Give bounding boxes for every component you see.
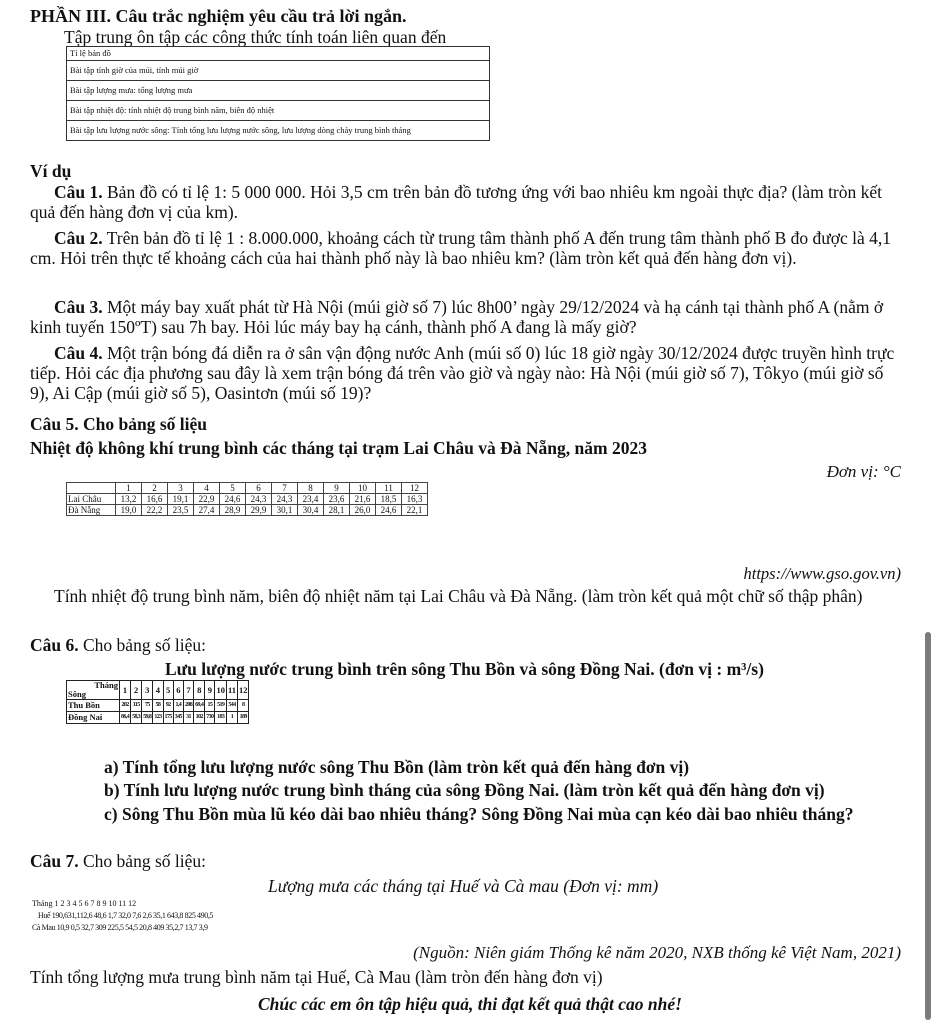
q7-table-title: Lượng mưa các tháng tại Huế và Cà mau (Đơn vị: mm) [268,876,659,896]
table-row: Đồng Nai 86,4 58,3 59,8 123 175 345 31 102 730 183 1 189 [67,712,249,724]
river-flow-table [66,680,249,724]
topic-row: Bài tập lưu lượng nước sông: Tính tổng lưu lượng nước sông, lưu lượng dòng chảy trung bình tháng [67,121,490,141]
q7-task: Tính tổng lượng mưa trung bình năm tại Huế, Cà Mau (làm tròn đến hàng đơn vị) [30,967,603,987]
topic-row: Bài tập tính giờ của múi, tính múi giờ [67,61,490,81]
question-6-label: Câu 6. Cho bảng số liệu: [30,635,206,655]
table-row: Đà Nẵng 19,0 22,2 23,5 27,4 28,9 29,9 30,1 30,4 28,1 26,0 24,6 22,1 [67,505,428,516]
scrollbar-thumb[interactable] [925,632,931,1020]
question-7-label: Câu 7. Cho bảng số liệu: [30,851,206,871]
example-heading: Ví dụ [30,161,72,181]
section-title: PHẦN III. Câu trắc nghiệm yêu cầu trả lời ngắn. [30,6,407,26]
q6-part-c: c) Sông Thu Bồn mùa lũ kéo dài bao nhiêu tháng? Sông Đồng Nai mùa cạn kéo dài bao nhiêu tháng? [104,804,854,824]
rainfall-table [32,898,213,934]
closing-message: Chúc các em ôn tập hiệu quả, thi đạt kết quả thật cao nhé! [258,994,682,1014]
intro-text: Tập trung ôn tập các công thức tính toán liên quan đến [64,27,447,47]
table-header-row: Tháng Sông 1 2 3 4 5 6 7 8 9 10 11 12 [68,680,248,699]
topic-row: Bài tập lượng mưa: tổng lượng mưa [67,81,490,101]
temperature-table [66,482,428,516]
q5-source: https://www.gso.gov.vn) [743,564,901,583]
table-header-row: Tháng 1 2 3 4 5 6 7 8 9 10 11 12 [32,899,137,908]
question-4: Câu 4. Một trận bóng đá diễn ra ở sân vận động nước Anh (múi số 0) lúc 18 giờ ngày 30/12/2024 được truyền hình trực tiếp. Hỏi các địa phương sau đây là xem trận bóng đá trên vào giờ và ngày nào: Hà Nội (múi giờ số 7), Tôkyo (múi giờ số 9), Ai Cập (múi giờ số 5), Oasintơn (múi số 19)? [30,343,895,403]
table-row: Huế 190,631,112,6 48,6 1,7 32,0 7,6 2,6 35,1 643,8 825 490,5 [38,911,214,920]
q5-unit: Đơn vị: °C [826,462,901,481]
q6-part-b: b) Tính lưu lượng nước trung bình tháng của sông Đồng Nai. (làm tròn kết quả đến hàng đơn vị) [104,780,825,800]
q6-table-title: Lưu lượng nước trung bình trên sông Thu Bồn và sông Đồng Nai. (đơn vị : m³/s) [165,659,764,679]
question-5-label: Câu 5. Cho bảng số liệu [30,414,207,434]
topics-table [66,46,490,141]
question-1: Câu 1. Bản đồ có tỉ lệ 1: 5 000 000. Hỏi 3,5 cm trên bản đồ tương ứng với bao nhiêu km ngoài thực địa? (làm tròn kết quả đến hàng đơn vị của km). [30,182,883,222]
table-row: Cà Mau 10,9 0,5 32,7 309 225,5 54,5 20,8 409 35,2,7 13,7 3,9 [32,923,208,932]
q6-part-a: a) Tính tổng lưu lượng nước sông Thu Bồn (làm tròn kết quả đến hàng đơn vị) [104,757,690,777]
q5-table-title: Nhiệt độ không khí trung bình các tháng tại trạm Lai Châu và Đà Nẵng, năm 2023 [30,438,647,458]
q7-source: (Nguồn: Niên giám Thống kê năm 2020, NXB thống kê Việt Nam, 2021) [413,943,901,962]
table-row: Thu Bồn 202 115 75 58 92 1,4 208 69,4 15 519 544 8 [67,700,249,712]
topic-row: Tỉ lệ bản đồ [67,47,490,61]
question-3: Câu 3. Một máy bay xuất phát từ Hà Nội (múi giờ số 7) lúc 8h00’ ngày 29/12/2024 và hạ cánh tại thành phố A (nằm ở kinh tuyến 150ºT) sau 7h bay. Hỏi lúc máy bay hạ cánh, thành phố A đang là mấy giờ? [30,297,884,337]
topic-row: Bài tập nhiệt độ: tính nhiệt độ trung bình năm, biên độ nhiệt [67,101,490,121]
question-2: Câu 2. Trên bản đồ tỉ lệ 1 : 8.000.000, khoảng cách từ trung tâm thành phố A đến trung tâm thành phố B đo được là 4,1 cm. Hỏi trên thực tế khoảng cách của hai thành phố này là bao nhiêu km? (làm tròn kết quả đến hàng đơn vị). [30,228,892,268]
table-row: Lai Châu 13,2 16,6 19,1 22,9 24,6 24,3 24,3 23,4 23,6 21,6 18,5 16,3 [67,494,428,505]
table-header-row: 1 2 3 4 5 6 7 8 9 10 11 12 [67,483,428,494]
q5-task: Tính nhiệt độ trung bình năm, biên độ nhiệt năm tại Lai Châu và Đà Nẵng. (làm tròn kết quả một chữ số thập phân) [54,586,863,606]
